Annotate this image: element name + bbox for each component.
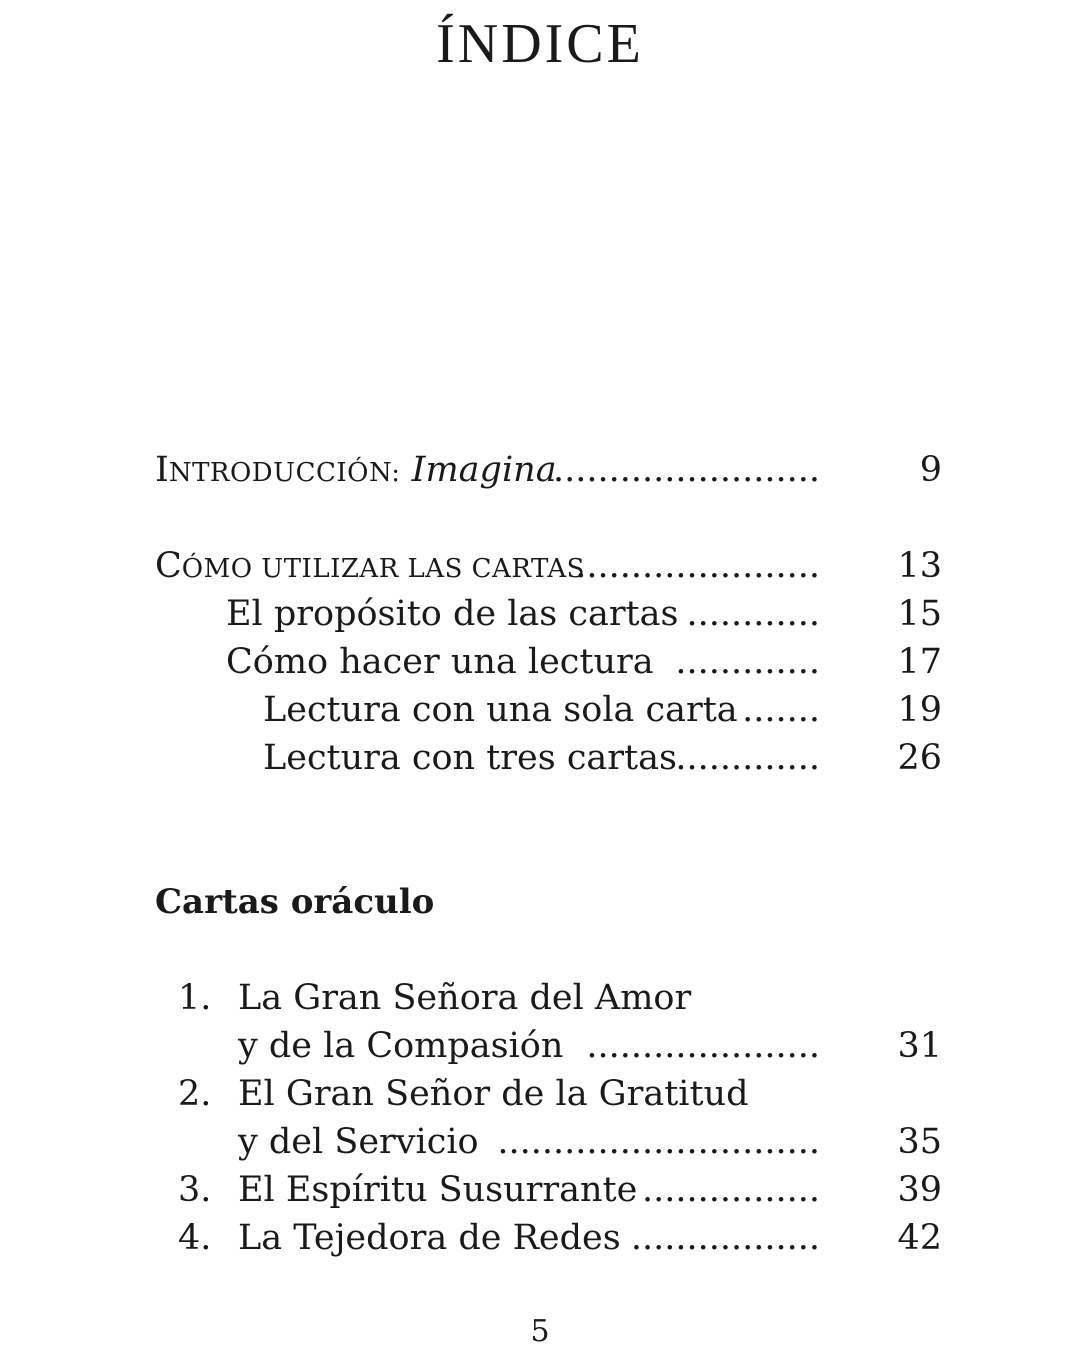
dot-leader: ................. [630, 1218, 820, 1258]
page-number: 17 [897, 642, 942, 682]
dot-leader: ............................. [497, 1122, 820, 1162]
folio-page-number: 5 [530, 1314, 550, 1349]
page-title: ÍNDICE [436, 13, 644, 75]
page-number: 15 [897, 594, 942, 634]
page-number: 9 [919, 450, 942, 490]
toc-card-4[interactable] [0, 1214, 1080, 1262]
page-number: 26 [897, 738, 942, 778]
dot-leader: ....... [742, 690, 820, 730]
dot-leader: ........................ [552, 450, 820, 490]
toc-entry-label: La Gran Señora del Amor [238, 978, 692, 1018]
small-caps-initial: I [155, 450, 169, 490]
toc-entry-como-utilizar[interactable] [0, 542, 1080, 590]
page-number: 42 [897, 1218, 942, 1258]
dot-leader: ............ [686, 594, 820, 634]
toc-entry-label: La Tejedora de Redes [238, 1218, 621, 1258]
toc-entry-introduccion[interactable] [0, 446, 1080, 494]
toc-entry-label: Lectura con tres cartas [263, 738, 677, 778]
toc-card-1-line1[interactable] [0, 974, 1080, 1022]
dot-leader: ............. [675, 642, 820, 682]
toc-subentry-proposito[interactable] [0, 590, 1080, 638]
card-number: 1. [178, 978, 212, 1018]
section-heading-cartas-oraculo: Cartas oráculo [155, 882, 435, 922]
toc-entry-label: y del Servicio [238, 1122, 479, 1162]
toc-entry-label [155, 446, 557, 497]
page-number: 19 [897, 690, 942, 730]
toc-subentry-una-carta[interactable] [0, 686, 1080, 734]
card-number: 2. [178, 1074, 212, 1114]
card-number: 4. [178, 1218, 212, 1258]
page-number: 13 [897, 546, 942, 586]
dot-leader: ................ [641, 1170, 820, 1210]
toc-entry-label [155, 542, 585, 593]
toc-entry-label: El Espíritu Susurrante [238, 1170, 638, 1210]
dot-leader: ..................... [586, 1026, 820, 1066]
toc-entry-label: y de la Compasión [238, 1026, 564, 1066]
toc-entry-label: Lectura con una sola carta [263, 690, 738, 730]
toc-card-2-line1[interactable] [0, 1070, 1080, 1118]
page-number: 39 [897, 1170, 942, 1210]
card-number: 3. [178, 1170, 212, 1210]
dot-leader: ...................... [575, 546, 820, 586]
toc-entry-italic-title: Imagina [411, 450, 557, 490]
toc-subentry-tres-cartas[interactable] [0, 734, 1080, 782]
toc-entry-label: El Gran Señor de la Gratitud [238, 1074, 749, 1114]
toc-entry-label: El propósito de las cartas [226, 594, 679, 634]
toc-card-1-line2[interactable] [0, 1022, 1080, 1070]
toc-subentry-hacer-lectura[interactable] [0, 638, 1080, 686]
dot-leader: ............. [675, 738, 820, 778]
toc-entry-label: Cómo hacer una lectura [226, 642, 654, 682]
toc-card-3[interactable] [0, 1166, 1080, 1214]
page-number: 35 [897, 1122, 942, 1162]
toc-card-2-line2[interactable] [0, 1118, 1080, 1166]
small-caps-rest: ÓMO UTILIZAR LAS CARTAS [181, 554, 585, 584]
page-number: 31 [897, 1026, 942, 1066]
small-caps-rest: NTRODUCCIÓN: [168, 458, 401, 488]
small-caps-initial: C [155, 546, 182, 586]
